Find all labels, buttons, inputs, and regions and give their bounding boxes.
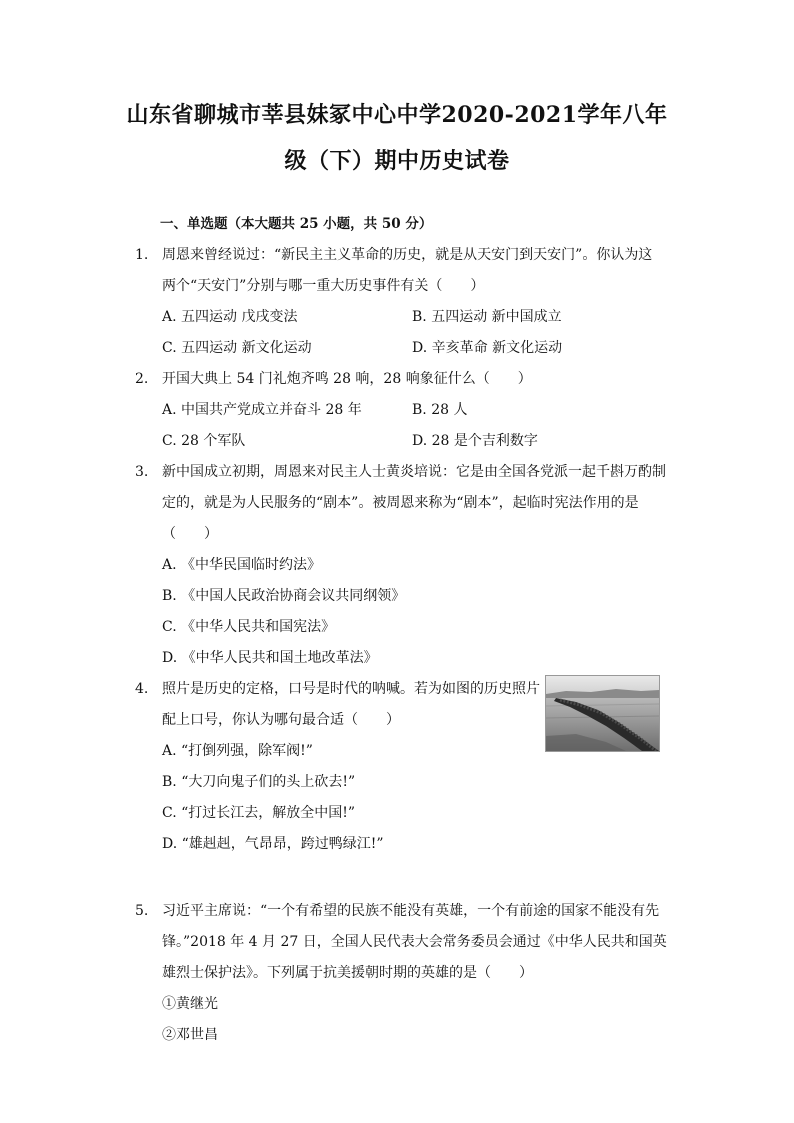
question-number: 5. [135, 903, 149, 919]
question-text: 锋。”2018 年 4 月 27 日，全国人民代表大会常务委员会通过《中华人民共和国英 [162, 934, 667, 950]
question-text: 雄烈士保护法》。下列属于抗美援朝时期的英雄的是（ ） [162, 965, 533, 981]
question-text: 配上口号，你认为哪句最合适（ ） [162, 712, 400, 728]
option-a: A. 中国共产党成立并奋斗 28 年 [162, 402, 362, 418]
option-b: B. 28 人 [412, 402, 468, 418]
option-b: B. “大刀向鬼子们的头上砍去!” [162, 774, 356, 790]
question-text: 新中国成立初期，周恩来对民主人士黄炎培说：它是由全国各党派一起千斟万酌制 [162, 464, 666, 480]
option-c: C. “打过长江去，解放全中国!” [162, 805, 356, 821]
option-d: D. 28 是个吉利数字 [412, 433, 538, 449]
question-text: （ ） [162, 526, 218, 542]
question-number: 1. [135, 247, 149, 263]
option-b: B. 《中国人民政治协商会议共同纲领》 [162, 588, 406, 604]
option-d: D. 《中华人民共和国土地改革法》 [162, 650, 378, 666]
question-number: 2. [135, 371, 149, 387]
question-text: 两个“天安门”分别与哪一重大历史事件有关（ ） [162, 278, 485, 294]
question-3 [135, 457, 675, 674]
question-text: 开国大典上 54 门礼炮齐鸣 28 响，28 响象征什么（ ） [162, 371, 532, 387]
question-text: 定的，就是为人民服务的“剧本”。被周恩来称为“剧本”，起临时宪法作用的是 [162, 495, 639, 511]
question-text: 周恩来曾经说过：“新民主主义革命的历史，就是从天安门到天安门”。你认为这 [162, 247, 653, 263]
option-d: D. “雄赳赳，气昂昂，跨过鸭绿江!” [162, 836, 384, 852]
question-2 [135, 364, 675, 457]
option-1: ①黄继光 [162, 996, 218, 1012]
photo-drawing [546, 676, 659, 751]
section-heading: 一、单选题（本大题共 25 小题，共 50 分） [160, 216, 433, 232]
exam-title-line1: 山东省聊城市莘县妹冢中心中学2020-2021学年八年 [126, 102, 668, 128]
option-2: ②邓世昌 [162, 1027, 218, 1043]
option-b: B. 五四运动 新中国成立 [412, 309, 562, 325]
question-text: 习近平主席说：“一个有希望的民族不能没有英雄，一个有前途的国家不能没有先 [162, 903, 660, 919]
option-c: C. 28 个军队 [162, 433, 246, 449]
option-a: A. “打倒列强，除军阀!” [162, 743, 313, 759]
option-a: A. 《中华民国临时约法》 [162, 557, 322, 573]
historical-photo [545, 675, 660, 752]
option-d: D. 辛亥革命 新文化运动 [412, 340, 563, 356]
question-1 [135, 240, 675, 364]
option-c: C. 五四运动 新文化运动 [162, 340, 312, 356]
exam-title-line2: 级（下）期中历史试卷 [284, 148, 510, 174]
question-number: 4. [135, 681, 149, 697]
option-c: C. 《中华人民共和国宪法》 [162, 619, 336, 635]
question-number: 3. [135, 464, 149, 480]
option-a: A. 五四运动 戊戌变法 [162, 309, 298, 325]
question-text: 照片是历史的定格，口号是时代的呐喊。若为如图的历史照片 [162, 681, 540, 697]
question-5 [135, 896, 675, 1051]
